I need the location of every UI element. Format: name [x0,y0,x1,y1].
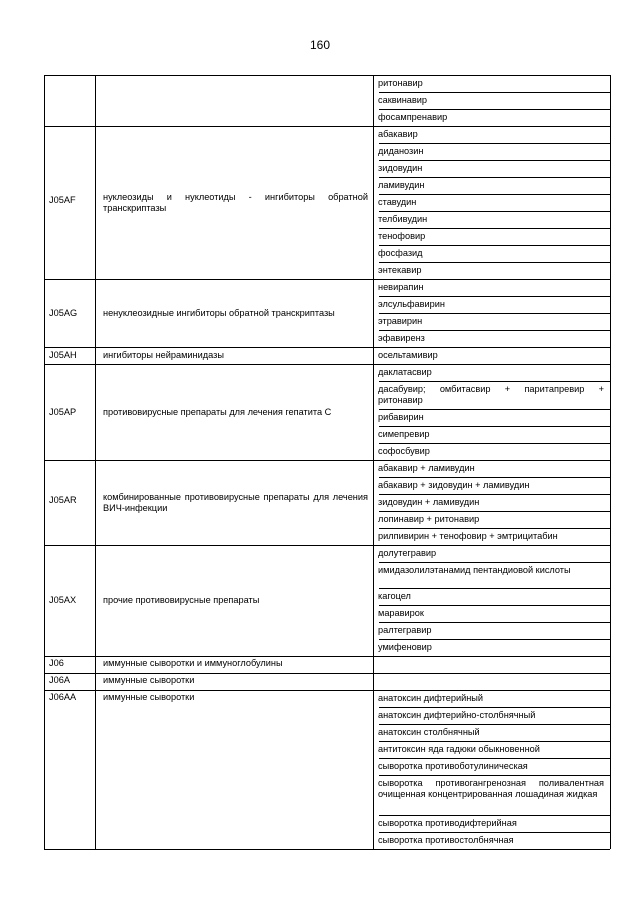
table-rule [379,194,610,195]
table-rule [379,245,610,246]
drug-name: тенофовир [378,231,426,241]
table-rule [44,690,45,849]
atc-code: J05AP [49,407,77,417]
drug-name: абакавир + зидовудин + ламивудин [378,480,530,490]
table-rule [373,656,374,673]
atc-code: J05AR [49,495,77,505]
table-rule [95,673,96,690]
drug-name: зидовудин + ламивудин [378,497,480,507]
drug-name: сыворотка противогангренозная поливалентная очищенная концентрированная лошадиная жидкая [378,778,604,799]
drug-name: дасабувир; омбитасвир + паритапревир + ритонавир [378,384,604,405]
table-rule [373,690,374,849]
drug-name: долутегравир [378,548,437,558]
table-rule [610,279,611,347]
drug-name: этравирин [378,316,423,326]
table-rule [610,673,611,690]
drug-name: рибавирин [378,412,424,422]
table-rule [379,758,610,759]
drug-name: фосампренавир [378,112,448,122]
table-rule [95,690,96,849]
atc-code: J06 [49,658,64,668]
atc-code: J05AG [49,308,78,318]
atc-code: J06AA [49,692,77,702]
drug-name: фосфазид [378,248,423,258]
atc-code: J05AF [49,195,76,205]
table-rule [379,639,610,640]
table-rule [95,279,96,347]
table-rule [95,364,96,460]
table-rule [379,588,610,589]
drug-name: саквинавир [378,95,428,105]
group-description: ингибиторы нейраминидазы [103,350,224,360]
atc-drug-table [44,75,610,845]
table-rule [373,545,374,656]
table-rule [379,296,610,297]
drug-name: софосбувир [378,446,430,456]
table-rule [44,545,45,656]
table-rule [95,460,96,545]
table-rule [379,605,610,606]
drug-name: невирапин [378,282,424,292]
group-description: комбинированные противовирусные препараты для лечения ВИЧ-инфекции [103,492,368,513]
table-rule [44,364,45,460]
drug-name: сыворотка противодифтерийная [378,818,517,828]
table-rule [373,75,374,126]
table-rule [44,673,45,690]
table-rule [610,126,611,279]
table-rule [379,741,610,742]
table-rule [44,690,610,691]
drug-name: абакавир + ламивудин [378,463,475,473]
drug-name: сыворотка противостолбнячная [378,835,514,845]
table-rule [379,262,610,263]
table-rule [379,775,610,776]
drug-name: энтекавир [378,265,422,275]
drug-name: лопинавир + ритонавир [378,514,480,524]
table-rule [44,279,610,280]
table-rule [373,364,374,460]
table-rule [379,409,610,410]
drug-name: анатоксин столбнячный [378,727,480,737]
table-rule [379,330,610,331]
group-description: противовирусные препараты для лечения гепатита С [103,407,332,417]
table-rule [379,143,610,144]
drug-name: сыворотка противоботулиническая [378,761,528,771]
atc-code: J06A [49,675,70,685]
drug-name: ламивудин [378,180,425,190]
table-rule [44,75,610,76]
drug-name: умифеновир [378,642,432,652]
table-rule [95,126,96,279]
drug-name: кагоцел [378,591,411,601]
table-rule [44,126,610,127]
table-rule [379,443,610,444]
table-rule [44,279,45,347]
drug-name: рилпивирин + тенофовир + эмтрицитабин [378,531,558,541]
drug-name: анатоксин дифтерийный [378,693,484,703]
table-rule [44,75,45,126]
table-rule [379,832,610,833]
table-rule [610,656,611,673]
drug-name: зидовудин [378,163,423,173]
drug-name: ралтегравир [378,625,432,635]
table-rule [610,545,611,656]
group-description: иммунные сыворотки [103,692,195,702]
table-rule [610,347,611,364]
table-rule [379,562,610,563]
table-rule [379,313,610,314]
table-rule [373,126,374,279]
table-rule [379,494,610,495]
table-rule [44,364,610,365]
drug-name: анатоксин дифтерийно-столбнячный [378,710,536,720]
table-rule [44,545,610,546]
table-rule [379,109,610,110]
table-rule [610,364,611,460]
drug-name: ставудин [378,197,417,207]
table-rule [95,75,96,126]
table-rule [379,177,610,178]
group-description: нуклеозиды и нуклеотиды - ингибиторы обратной транскриптазы [103,192,368,213]
table-rule [379,707,610,708]
atc-code: J05AX [49,595,77,605]
table-rule [44,126,45,279]
table-rule [373,673,374,690]
table-rule [379,426,610,427]
table-rule [379,92,610,93]
drug-name: эфавиренз [378,333,425,343]
table-rule [44,347,45,364]
table-rule [610,690,611,849]
table-rule [379,160,610,161]
drug-name: диданозин [378,146,424,156]
group-description: иммунные сыворотки [103,675,195,685]
group-description: иммунные сыворотки и иммуноглобулины [103,658,283,668]
table-rule [95,656,96,673]
table-rule [379,724,610,725]
drug-name: маравирок [378,608,424,618]
page-number: 160 [309,38,331,52]
table-rule [379,528,610,529]
table-rule [95,545,96,656]
table-rule [373,279,374,347]
drug-name: даклатасвир [378,367,432,377]
group-description: ненуклеозидные ингибиторы обратной транскриптазы [103,308,335,318]
drug-name: телбивудин [378,214,428,224]
table-rule [95,347,96,364]
table-rule [44,347,610,348]
table-rule [379,381,610,382]
table-rule [44,460,45,545]
table-rule [379,477,610,478]
table-rule [44,460,610,461]
atc-code: J05AH [49,350,77,360]
table-rule [44,673,610,674]
table-rule [44,849,610,850]
drug-name: имидазолилэтанамид пентандиовой кислоты [378,565,571,575]
table-rule [44,656,610,657]
table-rule [373,347,374,364]
group-description: прочие противовирусные препараты [103,595,260,605]
table-rule [379,511,610,512]
drug-name: ритонавир [378,78,423,88]
table-rule [44,656,45,673]
drug-name: симепревир [378,429,430,439]
drug-name: элсульфавирин [378,299,445,309]
table-rule [379,228,610,229]
drug-name: осельтамивир [378,350,438,360]
drug-name: антитоксин яда гадюки обыкновенной [378,744,540,754]
drug-name: абакавир [378,129,418,139]
table-rule [373,460,374,545]
table-rule [379,622,610,623]
table-rule [610,75,611,126]
table-rule [610,460,611,545]
table-rule [379,815,610,816]
table-rule [379,211,610,212]
